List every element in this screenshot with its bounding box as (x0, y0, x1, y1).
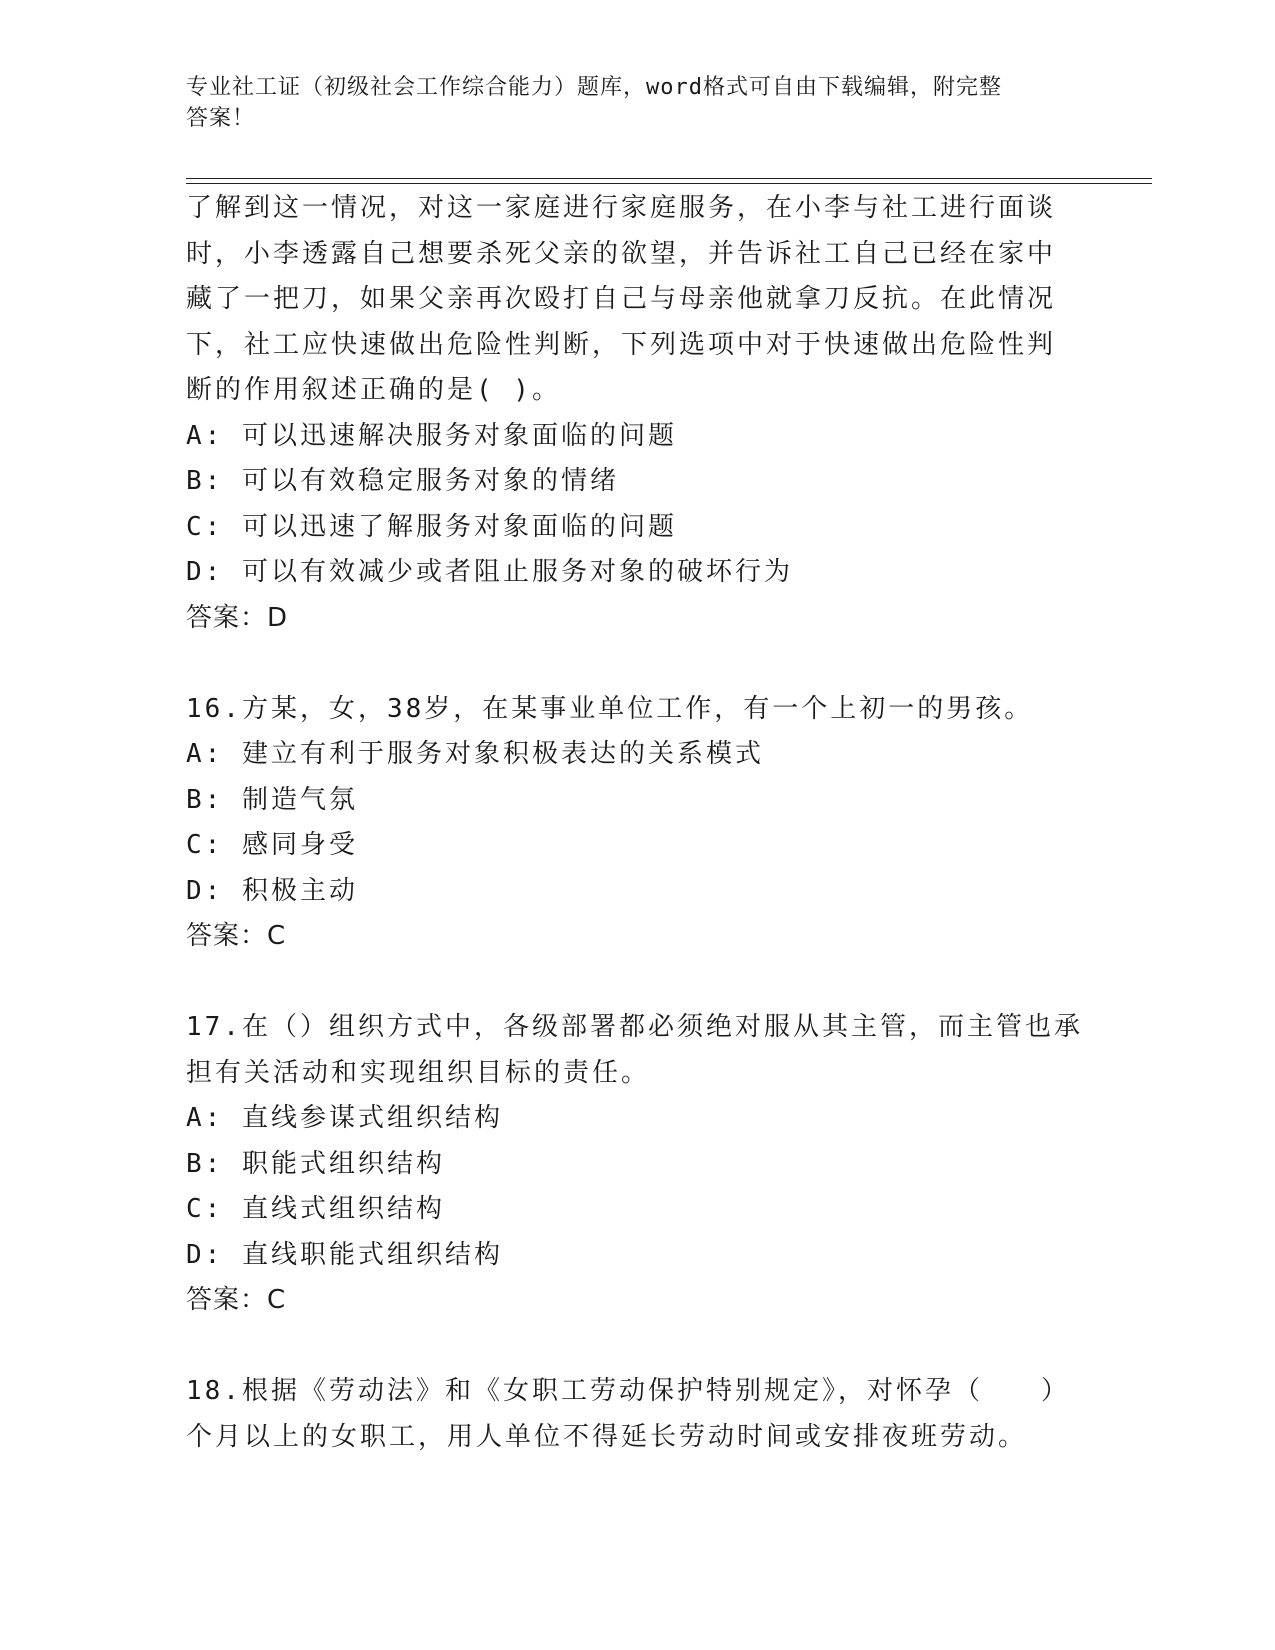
question-stem-line: 藏了一把刀，如果父亲再次殴打自己与母亲他就拿刀反抗。在此情况 (186, 284, 1057, 314)
question-stem-line: 担有关活动和实现组织目标的责任。 (186, 1057, 651, 1088)
header-line-1: 专业社工证（初级社会工作综合能力）题库，word格式可自由下载编辑，附完整 (186, 75, 1002, 100)
answer-label: 答案：C (186, 1285, 287, 1315)
option-b: B: 职能式组织结构 (186, 1148, 445, 1179)
option-b: B: 可以有效稳定服务对象的情绪 (186, 466, 619, 496)
option-b: B: 制造气氛 (186, 784, 358, 815)
question-15 (186, 186, 1066, 641)
document-header (186, 72, 1066, 134)
question-16 (186, 687, 1066, 960)
question-content (186, 186, 1083, 1460)
question-stem-line: 16.方某，女，38岁，在某事业单位工作，有一个上初一的男孩。 (186, 693, 1034, 724)
spacer (186, 1324, 1066, 1370)
option-c: C: 感同身受 (186, 830, 358, 860)
question-stem-line: 17.在（）组织方式中，各级部署都必须绝对服从其主管，而主管也承 (186, 1012, 1083, 1042)
header-divider-bottom (186, 183, 1152, 184)
option-d: D: 积极主动 (186, 875, 358, 906)
question-stem-line: 18.根据《劳动法》和《女职工劳动保护特别规定》，对怀孕（ ） (186, 1376, 1070, 1406)
option-c: C: 可以迅速了解服务对象面临的问题 (186, 511, 677, 542)
question-stem-line: 了解到这一情况，对这一家庭进行家庭服务，在小李与社工进行面谈 (186, 193, 1057, 223)
header-divider-top (186, 178, 1152, 179)
option-a: A: 直线参谋式组织结构 (186, 1103, 503, 1133)
option-c: C: 直线式组织结构 (186, 1194, 445, 1224)
spacer (186, 641, 1066, 687)
option-d: D: 可以有效减少或者阻止服务对象的破坏行为 (186, 557, 793, 587)
question-stem-line: 个月以上的女职工，用人单位不得延长劳动时间或安排夜班劳动。 (186, 1421, 1028, 1452)
option-d: D: 直线职能式组织结构 (186, 1239, 503, 1270)
question-stem-line: 下，社工应快速做出危险性判断，下列选项中对于快速做出危险性判 (186, 329, 1057, 360)
question-stem-line: 断的作用叙述正确的是( )。 (186, 375, 561, 405)
option-a: A: 可以迅速解决服务对象面临的问题 (186, 420, 677, 451)
option-a: A: 建立有利于服务对象积极表达的关系模式 (186, 739, 764, 769)
spacer (186, 960, 1066, 1006)
answer-label: 答案：C (186, 921, 287, 951)
question-18 (186, 1369, 1070, 1460)
answer-label: 答案：D (186, 602, 289, 633)
question-stem-line: 时，小李透露自己想要杀死父亲的欲望，并告诉社工自己已经在家中 (186, 238, 1057, 269)
header-line-2: 答案！ (186, 106, 256, 131)
question-17 (186, 1005, 1083, 1324)
